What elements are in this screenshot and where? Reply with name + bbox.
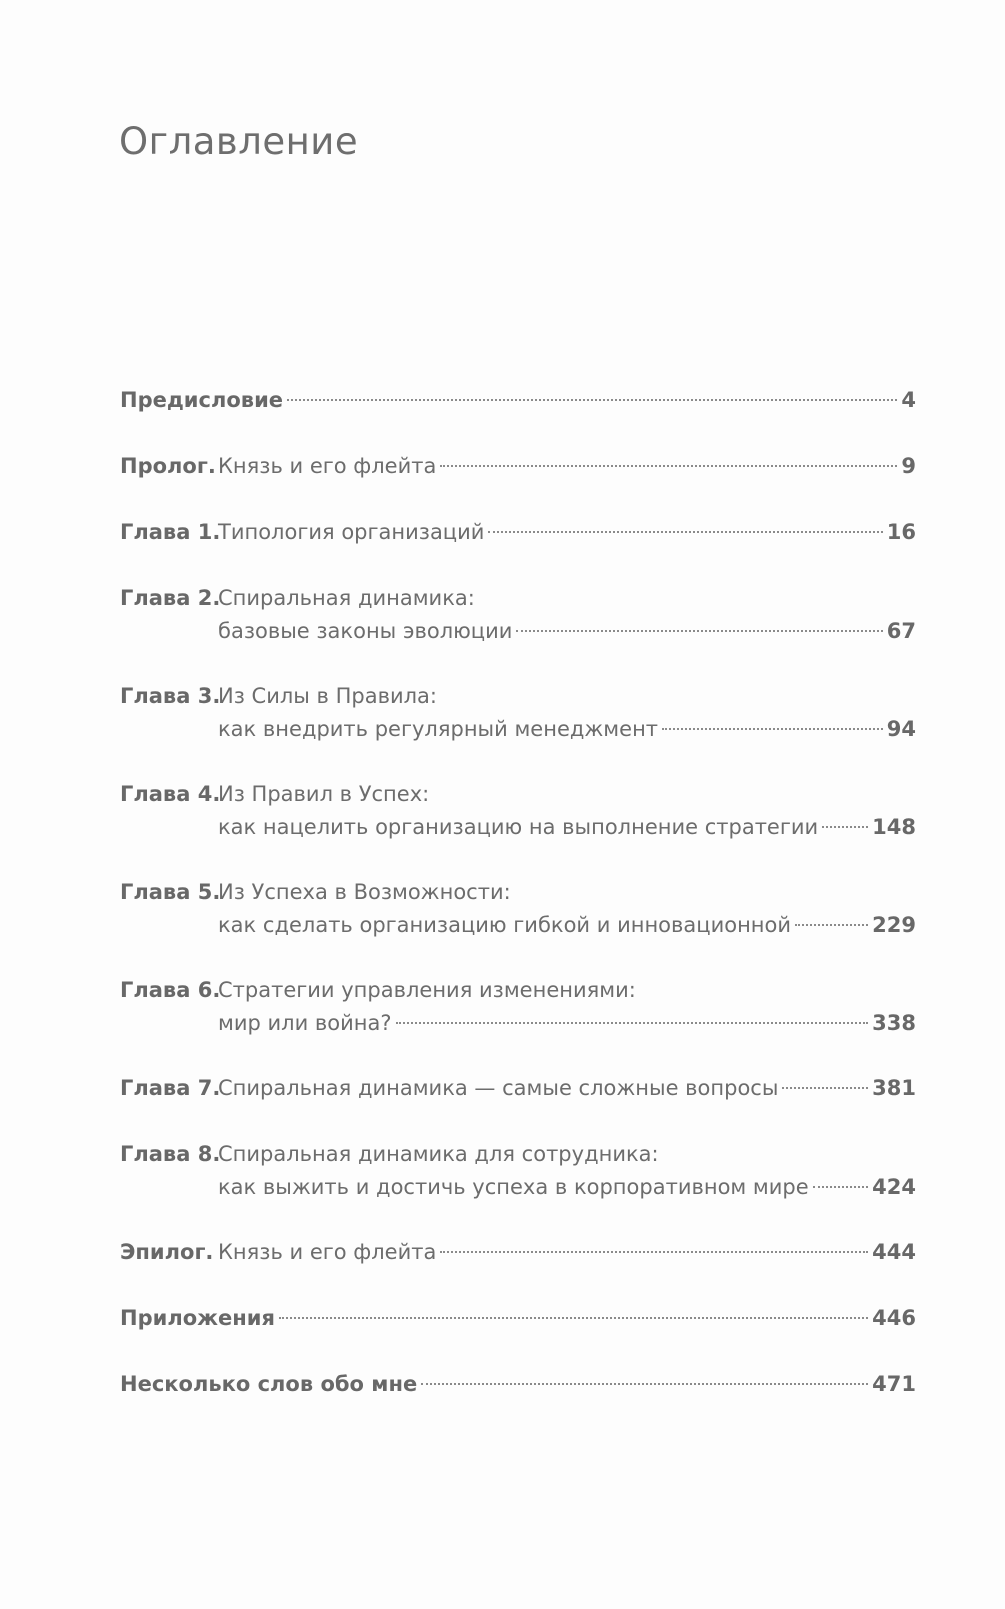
toc-entry-subtitle: как нацелить организацию на выполнение стратегии bbox=[218, 815, 819, 839]
toc-entry-chapter-4[interactable] bbox=[120, 778, 916, 844]
dot-leader bbox=[795, 924, 868, 926]
toc-page-number: 94 bbox=[886, 717, 916, 741]
toc-page-number: 446 bbox=[872, 1306, 916, 1330]
toc-entry-chapter-7[interactable] bbox=[120, 1072, 916, 1105]
toc-entry-title: Стратегии управления изменениями: bbox=[218, 978, 636, 1002]
toc-entry-label: Глава 5. bbox=[120, 880, 221, 904]
toc-entry-prologue[interactable] bbox=[120, 450, 916, 483]
toc-entry-title: Князь и его флейта bbox=[218, 454, 437, 478]
dot-leader bbox=[516, 630, 882, 632]
dot-leader bbox=[440, 1251, 868, 1253]
toc-entry-label: Глава 8. bbox=[120, 1142, 221, 1166]
dot-leader bbox=[822, 826, 868, 828]
toc-entry-label: Глава 4. bbox=[120, 782, 221, 806]
toc-entry-title: Спиральная динамика для сотрудника: bbox=[218, 1142, 659, 1166]
toc-page-number: 444 bbox=[872, 1240, 916, 1264]
toc-entry-chapter-8[interactable] bbox=[120, 1138, 916, 1204]
toc-entry-title: Из Силы в Правила: bbox=[218, 684, 437, 708]
dot-leader bbox=[813, 1186, 868, 1188]
page-title: Оглавление bbox=[119, 120, 359, 163]
dot-leader bbox=[782, 1087, 868, 1089]
toc-page-number: 338 bbox=[872, 1011, 916, 1035]
toc-page-number: 67 bbox=[886, 619, 916, 643]
toc-entry-subtitle: мир или война? bbox=[218, 1011, 392, 1035]
toc-page-number: 4 bbox=[901, 388, 916, 412]
toc-entry-label: Глава 2. bbox=[120, 586, 221, 610]
toc-page-number: 471 bbox=[872, 1372, 916, 1396]
toc-entry-title: Князь и его флейта bbox=[218, 1240, 437, 1264]
toc-entry-about-author[interactable] bbox=[120, 1368, 916, 1401]
toc-entry-appendices[interactable] bbox=[120, 1302, 916, 1335]
toc-entry-label: Приложения bbox=[120, 1306, 275, 1330]
dot-leader bbox=[396, 1022, 869, 1024]
toc-entry-chapter-2[interactable] bbox=[120, 582, 916, 648]
toc-entry-title: Спиральная динамика — самые сложные вопросы bbox=[218, 1076, 779, 1100]
dot-leader bbox=[488, 531, 882, 533]
toc-entry-chapter-1[interactable] bbox=[120, 516, 916, 549]
dot-leader bbox=[279, 1317, 868, 1319]
toc-entry-title: Спиральная динамика: bbox=[218, 586, 475, 610]
toc-entry-chapter-5[interactable] bbox=[120, 876, 916, 942]
toc-entry-label: Эпилог. bbox=[120, 1240, 214, 1264]
toc-page-number: 9 bbox=[901, 454, 916, 478]
toc-entry-subtitle: как внедрить регулярный менеджмент bbox=[218, 717, 659, 741]
toc-entry-label: Глава 1. bbox=[120, 520, 221, 544]
toc-entry-subtitle: базовые законы эволюции bbox=[218, 619, 513, 643]
toc-entry-label: Глава 3. bbox=[120, 684, 221, 708]
toc-entry-title: Типология организаций bbox=[218, 520, 485, 544]
toc-entry-label: Несколько слов обо мне bbox=[120, 1372, 418, 1396]
toc-page-number: 229 bbox=[872, 913, 916, 937]
toc-entry-title: Из Правил в Успех: bbox=[218, 782, 430, 806]
toc-entry-chapter-3[interactable] bbox=[120, 680, 916, 746]
dot-leader bbox=[662, 728, 883, 730]
dot-leader bbox=[440, 465, 897, 467]
toc-entry-label: Пролог. bbox=[120, 454, 216, 478]
dot-leader bbox=[421, 1383, 868, 1385]
toc-page-number: 424 bbox=[872, 1175, 916, 1199]
toc-entry-chapter-6[interactable] bbox=[120, 974, 916, 1040]
toc-entry-label: Предисловие bbox=[120, 388, 284, 412]
toc-entry-epilogue[interactable] bbox=[120, 1236, 916, 1269]
toc-entry-subtitle: как выжить и достичь успеха в корпоративном мире bbox=[218, 1175, 809, 1199]
toc-entry-title: Из Успеха в Возможности: bbox=[218, 880, 511, 904]
toc-page-number: 148 bbox=[872, 815, 916, 839]
toc-entry-label: Глава 6. bbox=[120, 978, 221, 1002]
dot-leader bbox=[287, 399, 897, 401]
toc-entry-label: Глава 7. bbox=[120, 1076, 221, 1100]
table-of-contents bbox=[120, 384, 916, 1434]
toc-page-number: 381 bbox=[872, 1076, 916, 1100]
toc-entry-preface[interactable] bbox=[120, 384, 916, 417]
toc-entry-subtitle: как сделать организацию гибкой и инновационной bbox=[218, 913, 792, 937]
toc-page-number: 16 bbox=[886, 520, 916, 544]
